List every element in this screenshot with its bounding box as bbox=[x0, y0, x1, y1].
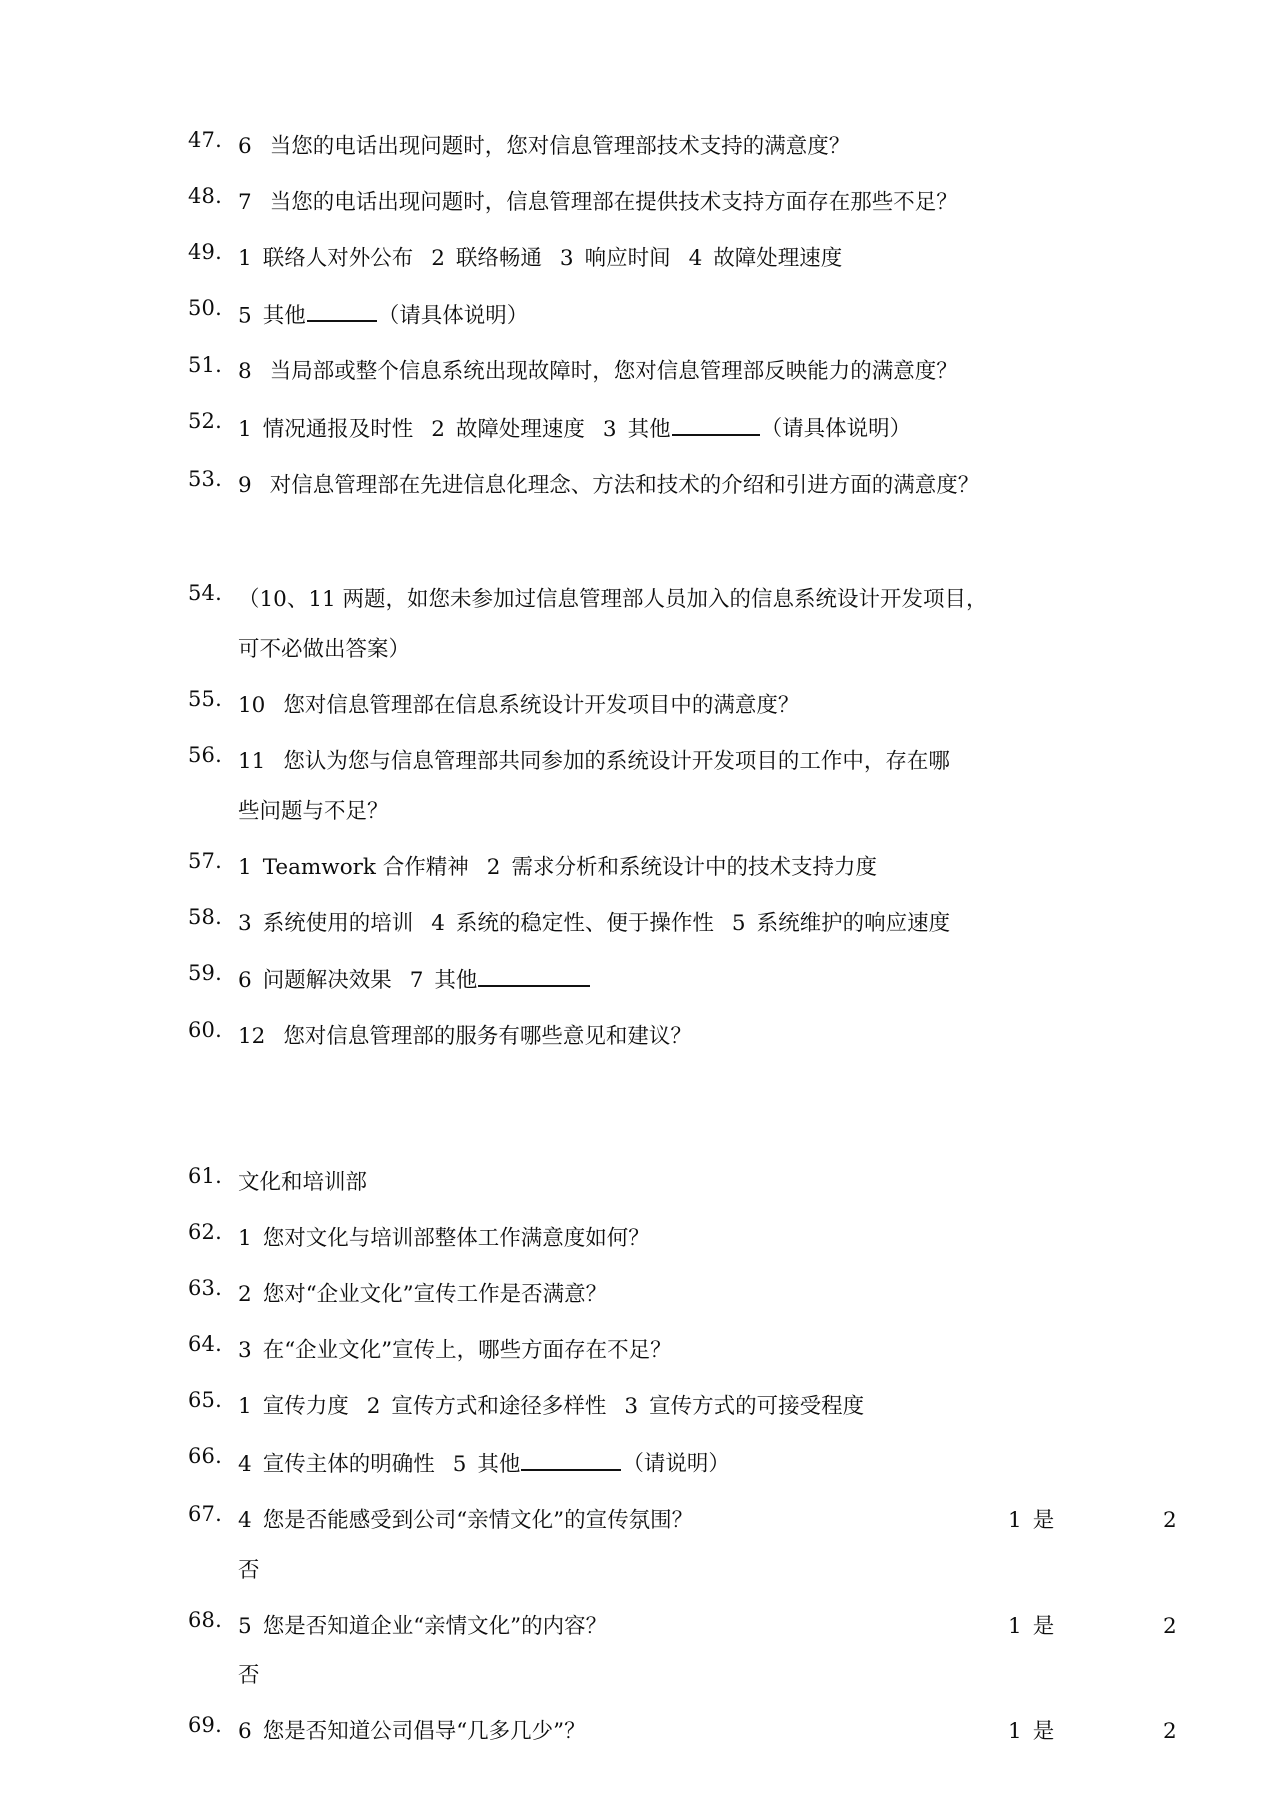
question-text: 当局部或整个信息系统出现故障时，您对信息管理部反映能力的满意度？ bbox=[269, 359, 958, 385]
item-number: 55. bbox=[188, 686, 222, 711]
item-content bbox=[222, 1278, 1128, 1312]
list-item bbox=[168, 1278, 1128, 1312]
list-item bbox=[168, 960, 1128, 999]
option-number: 7 bbox=[409, 968, 424, 994]
question-text: 您对“企业文化”宣传工作是否满意？ bbox=[262, 1282, 608, 1308]
option-label: 故障处理速度 bbox=[455, 416, 585, 442]
item-number: 61. bbox=[188, 1164, 222, 1189]
question-text-continued: 些问题与不足？ bbox=[238, 798, 389, 824]
question-text: 您对信息管理部的服务有哪些意见和建议？ bbox=[283, 1024, 692, 1050]
option-number: 6 bbox=[238, 134, 252, 159]
option-number: 6 bbox=[238, 968, 252, 994]
question-answer-row bbox=[238, 1504, 1177, 1588]
option-label: 宣传主体的明确性 bbox=[262, 1451, 435, 1477]
fill-in-blank[interactable] bbox=[307, 298, 377, 323]
answer-option bbox=[431, 246, 542, 271]
question-text: 当您的电话出现问题时，信息管理部在提供技术支持方面存在那些不足？ bbox=[269, 189, 958, 215]
list-item bbox=[168, 1607, 1177, 1694]
item-number: 57. bbox=[188, 848, 222, 873]
option-number: 2 bbox=[431, 416, 445, 442]
option-label: 其他 bbox=[434, 968, 478, 994]
answer-option bbox=[603, 417, 761, 442]
answer-no-number[interactable]: 2 bbox=[1163, 1613, 1177, 1639]
list-item bbox=[168, 1020, 1128, 1054]
answer-option bbox=[431, 911, 714, 936]
answer-option bbox=[238, 855, 469, 880]
answer-option bbox=[453, 1452, 623, 1477]
answer-option bbox=[560, 246, 671, 271]
answer-option bbox=[367, 1394, 607, 1419]
option-number: 3 bbox=[602, 416, 617, 442]
option-label: 故障处理速度 bbox=[713, 245, 843, 271]
item-content bbox=[222, 1222, 1128, 1256]
option-number: 1 bbox=[238, 416, 252, 442]
option-number: 4 bbox=[238, 1507, 252, 1533]
item-content bbox=[222, 745, 1128, 829]
answer-option bbox=[431, 417, 585, 442]
section-spacer bbox=[168, 525, 1128, 583]
option-number: 3 bbox=[624, 1394, 639, 1420]
item-number: 54. bbox=[188, 580, 222, 605]
item-number: 58. bbox=[188, 904, 222, 929]
list-item bbox=[168, 295, 1128, 334]
option-label: 联络畅通 bbox=[455, 245, 542, 271]
item-content bbox=[222, 1020, 1128, 1054]
answer-option bbox=[624, 1394, 864, 1419]
answer-no-number[interactable]: 2 bbox=[1163, 1719, 1177, 1745]
option-note: （请说明） bbox=[622, 1451, 730, 1477]
note-text-continued: 可不必做出答案） bbox=[238, 636, 411, 662]
item-content bbox=[222, 469, 1128, 503]
answer-option bbox=[238, 417, 413, 442]
option-number: 1 bbox=[238, 245, 252, 271]
item-content bbox=[222, 298, 1128, 334]
option-number: 7 bbox=[238, 189, 252, 215]
item-content bbox=[222, 130, 1128, 164]
option-label: 需求分析和系统设计中的技术支持力度 bbox=[511, 854, 877, 880]
question-text: 您是否知道公司倡导“几多几少”？ bbox=[262, 1719, 586, 1745]
answer-no-label[interactable]: 否 bbox=[238, 1663, 260, 1689]
option-label: 联络人对外公布 bbox=[262, 245, 414, 271]
option-number: 1 bbox=[238, 854, 252, 880]
item-number: 62. bbox=[188, 1220, 222, 1245]
item-content bbox=[222, 1446, 1128, 1482]
answer-option bbox=[238, 911, 413, 936]
option-label: 系统维护的响应速度 bbox=[756, 910, 951, 936]
option-label: 情况通报及时性 bbox=[262, 416, 414, 442]
list-item bbox=[168, 355, 1128, 389]
option-number: 3 bbox=[238, 1338, 252, 1364]
option-number: 3 bbox=[559, 245, 574, 271]
item-number: 47. bbox=[188, 128, 222, 152]
fill-in-blank[interactable] bbox=[672, 411, 760, 436]
item-number: 49. bbox=[188, 239, 222, 264]
question-answer-row bbox=[238, 1610, 1177, 1694]
question-text: 对信息管理部在先进信息化理念、方法和技术的介绍和引进方面的满意度？ bbox=[269, 472, 980, 498]
option-number: 2 bbox=[486, 854, 501, 880]
question-text-part: 您认为您与信息管理部共同参加的系统设计开发项目的工作中，存在哪 bbox=[283, 748, 950, 774]
answer-yes[interactable] bbox=[1008, 1504, 1054, 1538]
question-text: 当您的电话出现问题时，您对信息管理部技术支持的满意度？ bbox=[269, 134, 851, 159]
answer-yes-label: 是 bbox=[1032, 1613, 1055, 1639]
answer-option bbox=[487, 855, 877, 880]
item-number: 63. bbox=[188, 1276, 222, 1301]
item-number: 48. bbox=[188, 183, 222, 208]
option-label: 宣传方式和途径多样性 bbox=[391, 1394, 607, 1420]
item-number: 51. bbox=[188, 353, 222, 378]
answer-option bbox=[689, 246, 843, 271]
item-content bbox=[222, 411, 1128, 447]
item-number: 65. bbox=[188, 1388, 222, 1413]
item-number: 52. bbox=[188, 409, 222, 434]
list-item bbox=[168, 904, 1128, 941]
item-number: 68. bbox=[188, 1607, 222, 1632]
option-number: 4 bbox=[238, 1451, 252, 1477]
item-content bbox=[222, 963, 1128, 999]
item-content bbox=[222, 186, 1128, 220]
list-item bbox=[168, 411, 1128, 447]
list-item bbox=[168, 1166, 1128, 1200]
option-number: 2 bbox=[238, 1282, 252, 1308]
answer-option bbox=[238, 1394, 349, 1419]
list-item bbox=[168, 1334, 1128, 1368]
option-label: 其他 bbox=[262, 303, 306, 329]
item-number: 64. bbox=[188, 1332, 222, 1357]
answer-yes-label: 是 bbox=[1032, 1507, 1055, 1533]
item-number: 50. bbox=[188, 295, 222, 320]
item-content bbox=[222, 907, 1128, 941]
list-item bbox=[168, 1501, 1177, 1588]
list-item bbox=[168, 1446, 1128, 1482]
answer-yes[interactable] bbox=[1008, 1715, 1054, 1749]
option-label: Teamwork 合作精神 bbox=[262, 854, 469, 880]
answer-yes[interactable] bbox=[1008, 1610, 1054, 1644]
fill-in-blank[interactable] bbox=[478, 963, 590, 988]
list-item bbox=[168, 742, 1128, 829]
option-label: 其他 bbox=[627, 416, 671, 442]
question-text: 在“企业文化”宣传上，哪些方面存在不足？ bbox=[262, 1338, 672, 1364]
list-item bbox=[168, 130, 1128, 164]
item-content bbox=[222, 242, 1128, 276]
item-content bbox=[222, 1715, 1177, 1749]
question-text: 您对信息管理部在信息系统设计开发项目中的满意度？ bbox=[283, 692, 800, 718]
item-content bbox=[222, 1390, 1128, 1424]
answer-yes-number: 1 bbox=[1008, 1507, 1022, 1533]
list-item bbox=[168, 183, 1128, 220]
option-number: 1 bbox=[238, 1394, 252, 1420]
list-item bbox=[168, 1222, 1128, 1256]
option-number: 5 bbox=[238, 1613, 252, 1639]
answer-yes-number: 1 bbox=[1008, 1613, 1022, 1639]
option-number: 8 bbox=[238, 359, 252, 385]
question-line bbox=[238, 1715, 1177, 1749]
option-number: 4 bbox=[431, 910, 445, 936]
option-number: 2 bbox=[366, 1394, 381, 1420]
option-number: 5 bbox=[238, 303, 252, 329]
answer-option bbox=[238, 246, 413, 271]
list-item bbox=[168, 239, 1128, 276]
question-text: 您是否能感受到公司“亲情文化”的宣传氛围？ bbox=[262, 1507, 694, 1533]
item-number: 67. bbox=[188, 1501, 222, 1526]
item-number: 56. bbox=[188, 742, 222, 767]
list-item bbox=[168, 848, 1128, 885]
answer-option bbox=[732, 911, 950, 936]
option-label: 响应时间 bbox=[584, 245, 671, 271]
section-spacer bbox=[168, 1076, 1128, 1166]
option-number: 6 bbox=[238, 1719, 252, 1745]
item-content bbox=[222, 851, 1128, 885]
option-note: （请具体说明） bbox=[377, 303, 529, 329]
item-number: 69. bbox=[188, 1713, 222, 1738]
option-number: 4 bbox=[688, 245, 703, 271]
option-label: 宣传方式的可接受程度 bbox=[649, 1394, 865, 1420]
note-text: （10、11 两题，如您未参加过信息管理部人员加入的信息系统设计开发项目， bbox=[238, 586, 988, 612]
fill-in-blank[interactable] bbox=[521, 1446, 621, 1471]
option-number: 5 bbox=[731, 910, 746, 936]
document-body bbox=[168, 128, 1177, 1749]
answer-yes-number: 1 bbox=[1008, 1719, 1022, 1745]
question-text bbox=[238, 745, 1128, 779]
section-heading: 文化和培训部 bbox=[238, 1170, 368, 1196]
list-item bbox=[168, 1390, 1128, 1424]
item-number: 53. bbox=[188, 466, 222, 491]
item-content bbox=[222, 1610, 1177, 1694]
option-number: 5 bbox=[452, 1451, 467, 1477]
question-line bbox=[238, 1610, 1177, 1644]
answer-no-label[interactable]: 否 bbox=[238, 1557, 260, 1583]
question-text: 您是否知道企业“亲情文化”的内容？ bbox=[262, 1613, 608, 1639]
option-label: 系统使用的培训 bbox=[262, 910, 414, 936]
list-item bbox=[168, 686, 1128, 723]
answer-option bbox=[238, 1452, 435, 1477]
option-label: 系统的稳定性、便于操作性 bbox=[455, 910, 714, 936]
question-line bbox=[238, 1504, 1177, 1538]
list-item bbox=[168, 1713, 1177, 1749]
question-answer-row bbox=[238, 1715, 1177, 1749]
item-content bbox=[222, 583, 1128, 667]
question-text: 您对文化与培训部整体工作满意度如何？ bbox=[262, 1226, 650, 1252]
answer-yes-label: 是 bbox=[1032, 1719, 1055, 1745]
option-label: 宣传力度 bbox=[262, 1394, 349, 1420]
list-item bbox=[168, 580, 1128, 667]
option-number: 9 bbox=[238, 472, 252, 498]
option-number: 11 bbox=[238, 748, 266, 774]
answer-option bbox=[238, 968, 392, 993]
item-content bbox=[222, 355, 1128, 389]
option-number: 3 bbox=[238, 910, 252, 936]
list-item bbox=[168, 466, 1128, 503]
option-label: 问题解决效果 bbox=[262, 968, 392, 994]
answer-option bbox=[410, 968, 592, 993]
option-number: 2 bbox=[431, 245, 445, 271]
item-number: 59. bbox=[188, 960, 222, 985]
item-content bbox=[222, 1334, 1128, 1368]
item-content bbox=[222, 689, 1128, 723]
item-number: 60. bbox=[188, 1018, 222, 1043]
option-number: 1 bbox=[238, 1226, 252, 1252]
option-note: （请具体说明） bbox=[760, 416, 912, 442]
answer-no-number[interactable]: 2 bbox=[1163, 1507, 1177, 1533]
item-number: 66. bbox=[188, 1444, 222, 1469]
item-content bbox=[222, 1504, 1177, 1588]
option-label: 其他 bbox=[477, 1451, 521, 1477]
option-number: 12 bbox=[238, 1024, 266, 1050]
option-number: 10 bbox=[238, 692, 266, 718]
